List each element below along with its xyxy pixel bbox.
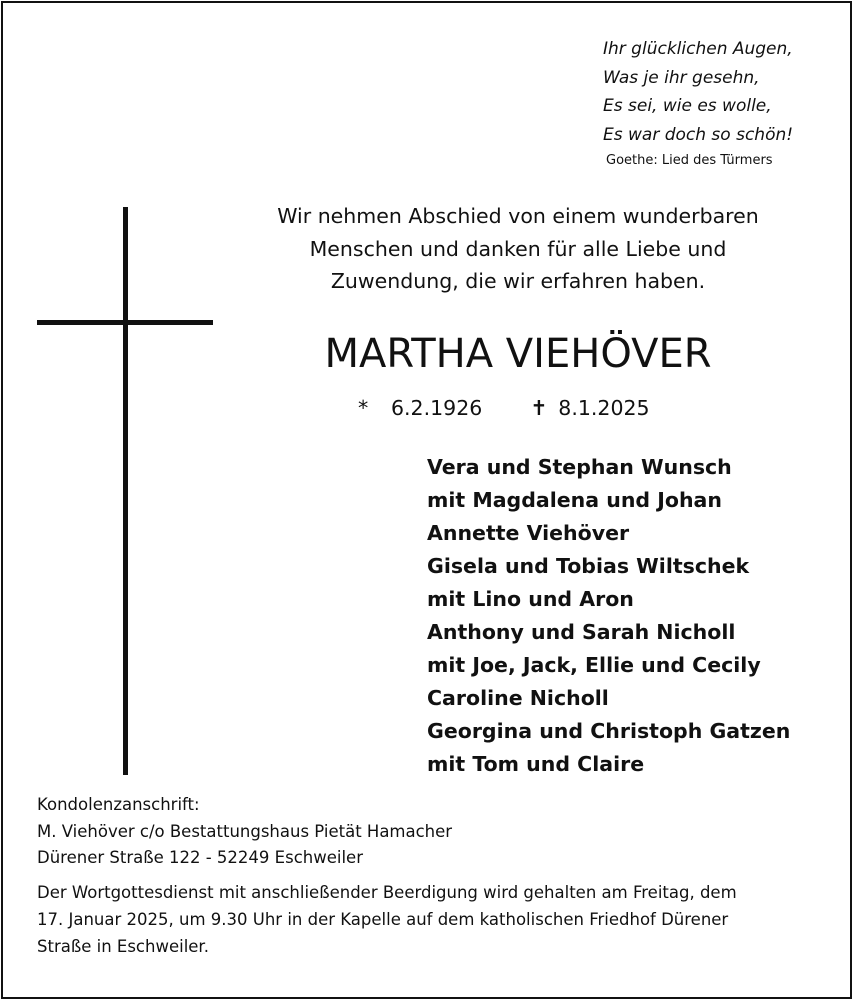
obituary-notice (1, 1, 852, 999)
poem-quote (603, 35, 843, 149)
mourner-line: Vera und Stephan Wunsch (427, 455, 732, 479)
condolence-line: Dürener Straße 122 - 52249 Eschweiler (37, 848, 363, 867)
mourner-line: mit Lino und Aron (427, 587, 634, 611)
condolence-address (37, 792, 452, 872)
mourner-line: Caroline Nicholl (427, 686, 609, 710)
poem-line: Was je ihr gesehn, (603, 67, 760, 88)
poem-line: Ihr glücklichen Augen, (603, 39, 793, 59)
mourner-line: Annette Viehöver (427, 521, 630, 545)
mourner-line: Gisela und Tobias Wiltschek (427, 554, 750, 578)
service-line: Der Wortgottesdienst mit anschließender Beerdigung wird gehalten am Freitag, dem (37, 883, 737, 902)
mourner-line: Georgina und Christoph Gatzen (427, 719, 791, 743)
farewell-line: Zuwendung, die wir erfahren haben. (330, 269, 706, 293)
birth-star-icon: * (358, 396, 369, 420)
farewell-line: Menschen und danken für alle Liebe und (309, 236, 727, 261)
cross-icon-horizontal-beam (37, 320, 213, 325)
cross-icon-vertical-beam (123, 207, 128, 775)
condolence-line: M. Viehöver c/o Bestattungshaus Pietät Hamacher (37, 821, 453, 841)
life-dates (358, 393, 650, 423)
mourners-list (427, 451, 790, 781)
birth-date: 6.2.1926 (391, 396, 483, 420)
death-date: 8.1.2025 (558, 396, 650, 420)
deceased-name: MARTHA VIEHÖVER (324, 331, 712, 377)
service-line: Straße in Eschweiler. (37, 937, 209, 956)
condolence-heading: Kondolenzanschrift: (37, 795, 200, 814)
mourner-line: mit Joe, Jack, Ellie und Cecily (427, 653, 761, 677)
death-cross-icon: ✝ (530, 396, 548, 420)
mourner-line: mit Magdalena und Johan (427, 488, 722, 512)
farewell-line: Wir nehmen Abschied von einem wunderbaren (277, 204, 759, 228)
poem-line: Es war doch so schön! (603, 124, 794, 145)
funeral-service-info (37, 879, 827, 960)
poem-credit: Goethe: Lied des Türmers (606, 153, 773, 168)
farewell-text (218, 200, 818, 298)
service-line: 17. Januar 2025, um 9.30 Uhr in der Kapelle auf dem katholischen Friedhof Dürener (37, 910, 729, 929)
poem-line: Es sei, wie es wolle, (603, 96, 772, 116)
mourner-line: Anthony und Sarah Nicholl (427, 620, 736, 644)
mourner-line: mit Tom und Claire (427, 752, 645, 776)
